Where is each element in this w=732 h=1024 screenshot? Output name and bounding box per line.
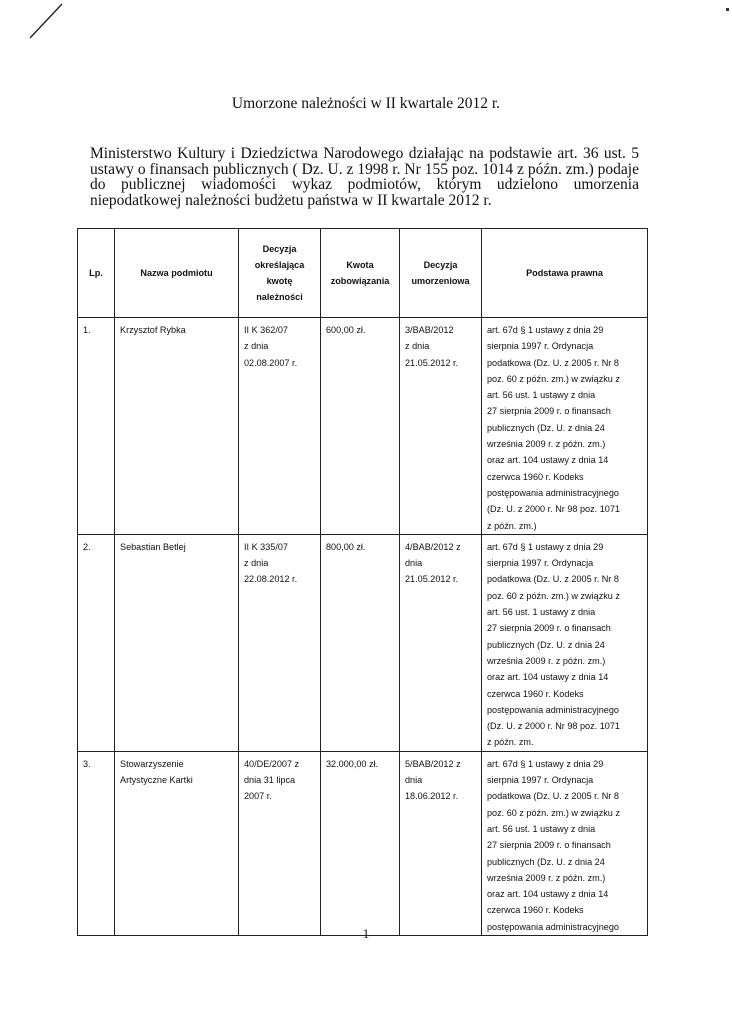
cell-line: 4/BAB/2012 z [405, 541, 461, 552]
table-header-row [78, 229, 648, 318]
cell-line: postępowania administracyjnego [487, 487, 619, 498]
cell-decyzja-umorzeniowa [400, 534, 482, 751]
cell-line: 21.05.2012 r. [405, 357, 459, 368]
cell-line: 27 sierpnia 2009 r. o finansach [487, 623, 611, 634]
cell-line: (Dz. U. z 2000 r. Nr 98 poz. 1071 [487, 504, 620, 515]
cell-line: dnia [405, 558, 423, 569]
header-line: Decyzja [423, 260, 458, 270]
cell-line: (Dz. U. z 2000 r. Nr 98 poz. 1071 [487, 721, 620, 732]
cell-line: września 2009 r. z późn. zm.) [487, 872, 606, 883]
handwritten-slash-mark [28, 2, 64, 40]
intro-paragraph: Ministerstwo Kultury i Dziedzictwa Narodowego działając na podstawie art. 36 ust. 5 ustawy o finansach publicznych ( Dz. U. z 1998 r. Nr 155 poz. 1014 z późn. zm.) podaje do publicznej wiadomości wykaz podmiotów, którym udzielono umorzenia niepodatkowej należności budżetu państwa w II kwartale 2012 r. [90, 145, 639, 209]
header-line: Decyzja [262, 244, 297, 254]
cell-line: z dnia [405, 341, 430, 352]
cell-line: art. 67d § 1 ustawy z dnia 29 [487, 325, 604, 335]
cell-line: sierpnia 1997 r. Ordynacja [487, 341, 594, 352]
cell-line: podatkowa (Dz. U. z 2005 r. Nr 8 [487, 791, 619, 802]
cell-line: 27 sierpnia 2009 r. o finansach [487, 406, 611, 417]
cell-line: oraz art. 104 ustawy z dnia 14 [487, 889, 609, 900]
cell-line: podatkowa (Dz. U. z 2005 r. Nr 8 [487, 574, 619, 585]
cell-decyzja-umorzeniowa [400, 318, 482, 535]
cell-line: postępowania administracyjnego [487, 704, 619, 715]
cell-nazwa [115, 751, 239, 935]
scan-speck [726, 8, 729, 11]
cell-lp: 2. [78, 534, 115, 751]
cell-line: czerwca 1960 r. Kodeks [487, 688, 584, 699]
cell-line: Sebastian Betlej [120, 541, 186, 552]
cell-line: postępowania administracyjnego [487, 921, 619, 932]
cell-line: oraz art. 104 ustawy z dnia 14 [487, 455, 609, 466]
cell-line: art. 67d § 1 ustawy z dnia 29 [487, 758, 604, 769]
cell-line: z dnia [244, 558, 269, 569]
cell-line: art. 56 ust. 1 ustawy z dnia [487, 390, 596, 401]
cell-line: Artystyczne Kartki [120, 775, 193, 786]
cell-nazwa [115, 318, 239, 535]
cell-decyzja-okreslajaca [239, 534, 321, 751]
cell-line: II K 335/07 [244, 541, 288, 552]
header-line: umorzeniowa [411, 276, 470, 286]
cell-lp: 1. [78, 318, 115, 535]
cell-line: dnia 31 lipca [244, 775, 296, 786]
cell-line: publicznych (Dz. U. z dnia 24 [487, 856, 605, 867]
header-line: Kwota [346, 260, 374, 270]
header-line: kwotę [266, 276, 293, 286]
cell-line: 02.08.2007 r. [244, 357, 298, 368]
cell-line: oraz art. 104 ustawy z dnia 14 [487, 672, 609, 683]
header-line: należności [256, 292, 303, 302]
cell-line: z późn. zm. [487, 737, 534, 748]
cell-line: z późn. zm.) [487, 520, 537, 531]
cell-podstawa [482, 318, 648, 535]
cell-podstawa [482, 534, 648, 751]
cell-line: sierpnia 1997 r. Ordynacja [487, 775, 594, 786]
cell-line: 22.08.2012 r. [244, 574, 298, 585]
cell-line: podatkowa (Dz. U. z 2005 r. Nr 8 [487, 357, 619, 368]
header-lp: Lp. [78, 229, 115, 318]
cell-line: poz. 60 z późn. zm.) w związku z [487, 590, 620, 601]
cell-decyzja-okreslajaca [239, 751, 321, 935]
cell-line: dnia [405, 775, 423, 786]
cell-kwota: 32.000,00 zł. [321, 751, 400, 935]
header-line: zobowiązania [330, 276, 390, 286]
cell-line: publicznych (Dz. U. z dnia 24 [487, 422, 605, 433]
cell-line: art. 67d § 1 ustawy z dnia 29 [487, 541, 604, 552]
cell-kwota: 600,00 zł. [321, 318, 400, 535]
cell-line: Stowarzyszenie [120, 758, 184, 769]
cell-line: Krzysztof Rybka [120, 325, 186, 335]
header-podstawa: Podstawa prawna [482, 229, 648, 318]
header-nazwa: Nazwa podmiotu [115, 229, 239, 318]
table-row [78, 534, 648, 751]
header-kwota [321, 229, 400, 318]
cell-line: sierpnia 1997 r. Ordynacja [487, 558, 594, 569]
cell-nazwa [115, 534, 239, 751]
cell-line: art. 56 ust. 1 ustawy z dnia [487, 607, 596, 618]
cell-line: 5/BAB/2012 z [405, 758, 461, 769]
cell-decyzja-okreslajaca [239, 318, 321, 535]
document-title: Umorzone należności w II kwartale 2012 r. [231, 95, 501, 112]
header-decyzja-okreslajaca [239, 229, 321, 318]
page-number: 1 [362, 926, 370, 941]
cell-podstawa [482, 751, 648, 935]
header-decyzja-umorzeniowa [400, 229, 482, 318]
cell-line: poz. 60 z późn. zm.) w związku z [487, 807, 620, 818]
table-row [78, 751, 648, 935]
cell-line: art. 56 ust. 1 ustawy z dnia [487, 823, 596, 834]
cell-line: 21.05.2012 r. [405, 574, 459, 585]
cell-line: poz. 60 z późn. zm.) w związku z [487, 373, 620, 384]
cell-line: publicznych (Dz. U. z dnia 24 [487, 639, 605, 650]
receivables-table [77, 228, 648, 936]
cell-line: 18.06.2012 r. [405, 791, 459, 802]
cell-lp: 3. [78, 751, 115, 935]
cell-line: czerwca 1960 r. Kodeks [487, 905, 584, 916]
cell-line: września 2009 r. z późn. zm.) [487, 655, 606, 666]
cell-decyzja-umorzeniowa [400, 751, 482, 935]
cell-line: 40/DE/2007 z [244, 758, 300, 769]
cell-line: II K 362/07 [244, 325, 288, 335]
cell-kwota: 800,00 zł. [321, 534, 400, 751]
cell-line: 27 sierpnia 2009 r. o finansach [487, 840, 611, 851]
header-line: określająca [254, 260, 305, 270]
cell-line: 2007 r. [244, 791, 272, 802]
cell-line: 3/BAB/2012 [405, 325, 454, 335]
cell-line: czerwca 1960 r. Kodeks [487, 471, 584, 482]
cell-line: z dnia [244, 341, 269, 352]
cell-line: września 2009 r. z późn. zm.) [487, 439, 606, 450]
table-row [78, 318, 648, 535]
